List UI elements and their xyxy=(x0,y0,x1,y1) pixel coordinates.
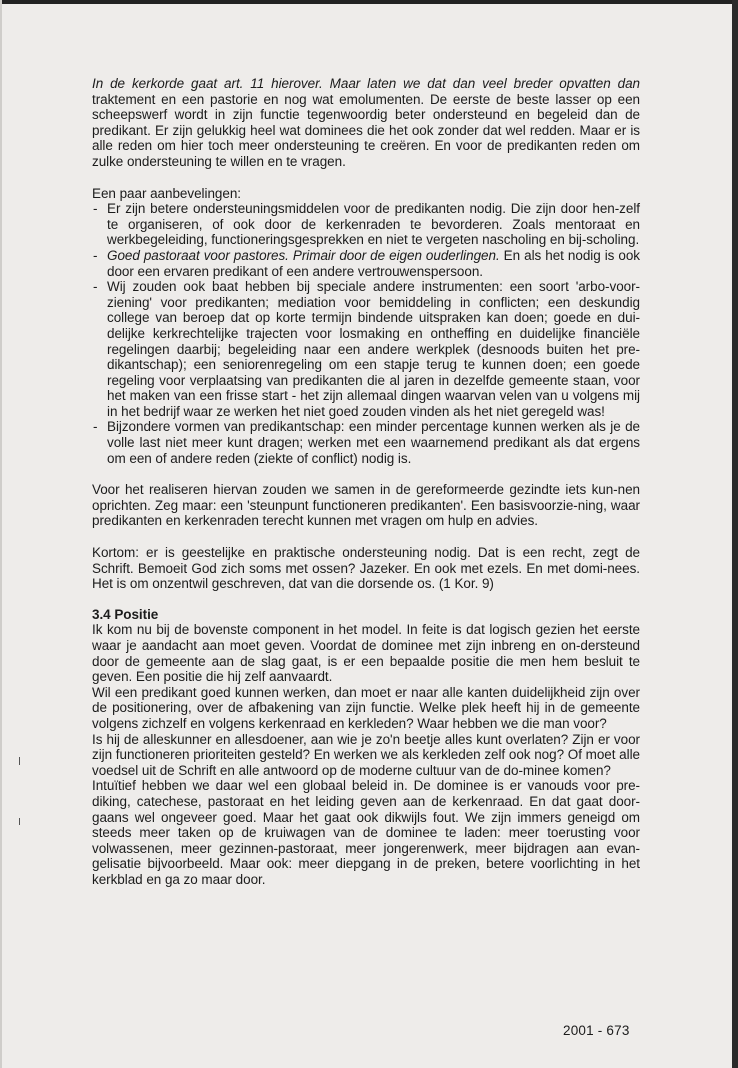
intro-text: traktement en een pastorie en nog wat emolumenten. De eerste de beste lasser op een scheepswerf wordt in zijn functie tegenwoordig beter ondersteund en begeleid dan de predikant. Er zijn gelukkig heel wat dominees die het ook zonder dat wel redden. Maar er is alle reden om hier toch meer ondersteuning te creëren. En voor de predikanten reden om zulke ondersteuning te willen en te vragen. xyxy=(92,91,640,169)
list-item xyxy=(92,279,640,419)
section-paragraph: Wil een predikant goed kunnen werken, dan moet er naar alle kanten duidelijkheid zijn over de positionering, over de afbakening van zijn functie. Welke plek heeft hij in de gemeente volgens zichzelf en volgens kerkenraad en kerkleden? Waar hebben we die man voor? xyxy=(92,684,640,731)
section-paragraph: Ik kom nu bij de bovenste component in het model. In feite is dat logisch gezien het eerste waar je aandacht aan moet geven. Voordat de dominee met zijn inbreng en on-dersteund door de gemeente aan de slag gaat, is er een bepaalde positie die men hem besluit te geven. Een positie die hij zelf aanvaardt. xyxy=(92,622,640,685)
scan-left-edge xyxy=(0,0,2,1068)
recommendations-heading: Een paar aanbevelingen: xyxy=(92,185,241,201)
list-item-text: Wij zouden ook baat hebben bij speciale andere instrumenten: een soort 'arbo-voor-ziening' voor predikanten; mediation voor bemiddeling in conflicten; een deskundig college van beroep dat op korte termijn bindende uitspraken kan doen; goede en dui-delijke kerkrechtelijke trajecten voor losmaking en ontheffing en duidelijke financiële regelingen daarbij; begeleiding naar een andere werkplek (desnoods buiten het pre-dikantschap); een seniorenregeling om een stapje terug te kunnen doen; een goede regeling voor verplaatsing van predikanten die al jaren in dezelfde gemeente staan, voor het maken van een frisse start - het zijn allemaal dingen waarvan velen van u volgens mij in het bedrijf waar ze werken het niet goed zouden vinden als het niet geregeld was! xyxy=(107,279,640,419)
page-body xyxy=(92,76,640,888)
list-item xyxy=(92,419,640,466)
steunpunt-paragraph: Voor het realiseren hiervan zouden we samen in de gereformeerde gezindte iets kun-nen oprichten. Zeg maar: een 'steunpunt functioneren predikanten'. Een basisvoorzie-ning, waar predikanten en kerkenraden terecht kunnen met vragen om hulp en advies. xyxy=(92,482,640,529)
section-paragraph: Is hij de alleskunner en allesdoener, aan wie je zo'n beetje alles kunt overlaten? Zijn er voor zijn functioneren prioriteiten gesteld? En werken we als kerkleden zelf ook nog? Of moet alle voedsel uit de Schrift en alle antwoord op de moderne cultuur van de do-minee komen? xyxy=(92,731,640,778)
list-item xyxy=(92,201,640,248)
list-item-text: Er zijn betere ondersteuningsmiddelen voor de predikanten nodig. Die zijn door hen-zelf te organiseren, of ook door de kerkenraden te bevorderen. Zoals mentoraat en werkbegeleiding, functioneringsgesprekken en niet te vergeten nascholing en bij-scholing. xyxy=(107,201,640,248)
scan-right-edge xyxy=(732,0,738,1068)
section-paragraph: Intuïtief hebben we daar wel een globaal beleid in. De dominee is er vanouds voor pre-diking, catechese, pastoraat en het leiding geven aan de kerkenraad. En dat gaat door-gaans wel ongeveer goed. Maar het gaat ook dikwijls fout. We zijn immers geneigd om steeds meer taken op de kruiwagen van de dominee te laden: meer toerusting voor volwassenen, meer gezinnen-pastoraat, meer jongerenwerk, meer bijdragen aan evan-gelisatie bijvoorbeeld. Maar ook: meer diepgang in de preken, betere voorlichting in het kerkblad en ga zo maar door. xyxy=(92,778,640,887)
margin-mark xyxy=(19,818,20,825)
list-item-text: Bijzondere vormen van predikantschap: een minder percentage kunnen werken als je de volle last niet meer kunt dragen; werken met een waarnemend predikant als dat ergens om een of andere reden (ziekte of conflict) nodig is. xyxy=(107,419,640,466)
margin-mark xyxy=(19,757,20,765)
list-item xyxy=(92,248,640,279)
section-heading: 3.4 Positie xyxy=(92,606,159,622)
recommendations-list xyxy=(92,201,640,466)
intro-paragraph xyxy=(92,76,640,170)
page-number: 2001 - 673 xyxy=(563,1023,630,1038)
scan-top-edge xyxy=(0,0,738,4)
intro-italic-lead: In de kerkorde gaat art. 11 hierover. Maar laten we dat dan veel breder opvatten dan xyxy=(92,76,640,91)
list-item-italic: Goed pastoraat voor pastores. Primair door de eigen ouderlingen. xyxy=(107,247,500,263)
kortom-paragraph: Kortom: er is geestelijke en praktische ondersteuning nodig. Dat is een recht, zegt de Schrift. Bemoeit God zich soms met ossen? Jazeker. En ook met ezels. En met domi-nees. Het is om onzentwil geschreven, dat van die dorsende os. (1 Kor. 9) xyxy=(92,545,640,592)
list-item-text: En als het nodig is ook door een ervaren predikant of een andere vertrouwenspersoon. xyxy=(107,247,640,279)
